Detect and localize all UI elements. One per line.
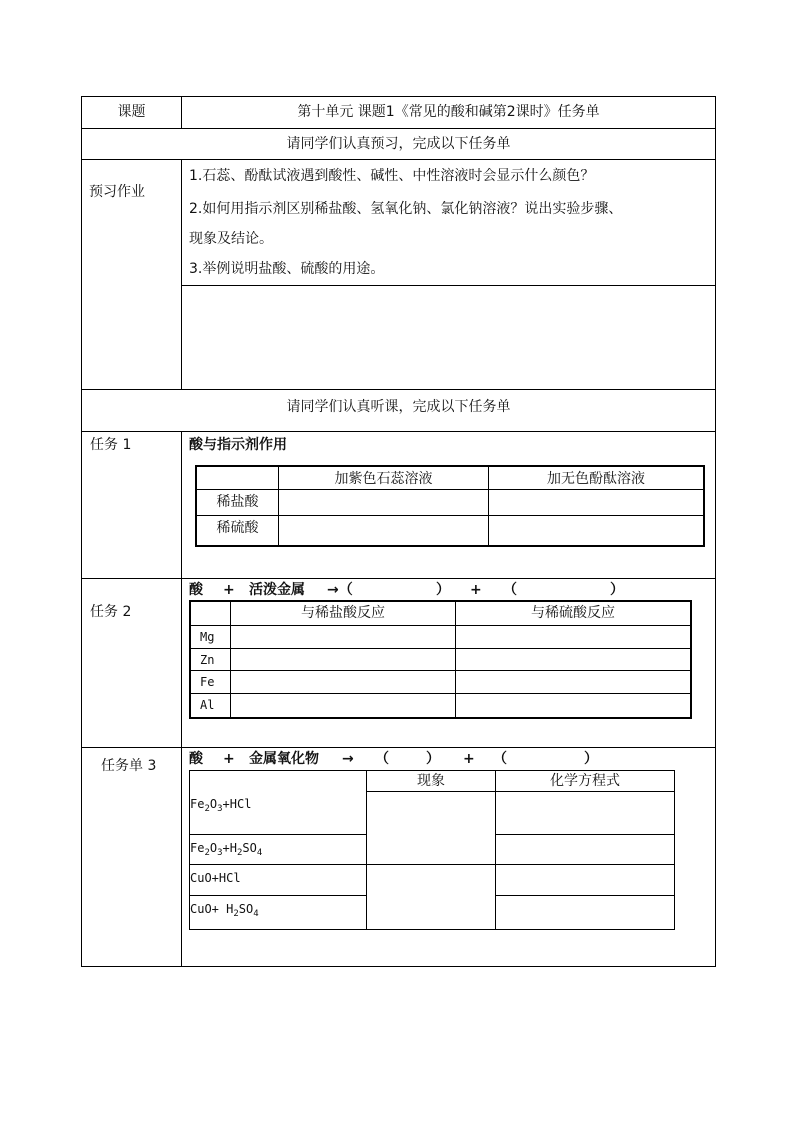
task3-title-open2: （ bbox=[493, 751, 507, 767]
formula-subscript: 4 bbox=[256, 848, 263, 858]
task2-title-acid: 酸 bbox=[189, 582, 203, 598]
formula-subscript: 4 bbox=[253, 909, 259, 919]
formula-subscript: 3 bbox=[217, 848, 223, 858]
task1-row-hcl: 稀盐酸 bbox=[216, 494, 259, 510]
formula-part: SO bbox=[242, 841, 257, 855]
task2-row-divider bbox=[191, 625, 690, 626]
task3-row-divider bbox=[189, 895, 367, 896]
task2-title-plus: + bbox=[223, 582, 235, 598]
task2-row-divider bbox=[191, 648, 690, 649]
formula-part: O bbox=[209, 841, 218, 855]
task1-border-right bbox=[703, 465, 705, 547]
row-divider bbox=[81, 578, 716, 579]
task2-border-top bbox=[189, 600, 692, 602]
row-divider bbox=[81, 389, 716, 390]
task1-border-top bbox=[195, 465, 705, 467]
preview-banner: 请同学们认真预习，完成以下任务单 bbox=[286, 136, 511, 152]
task2-border-right bbox=[690, 600, 692, 719]
table-border-left bbox=[81, 96, 82, 967]
header-label: 课题 bbox=[117, 104, 146, 120]
task3-border-bottom bbox=[189, 929, 675, 930]
task3-row-divider bbox=[189, 834, 367, 835]
col-divider bbox=[181, 431, 182, 967]
task1-row-divider bbox=[197, 489, 703, 490]
lesson-banner: 请同学们认真听课，完成以下任务单 bbox=[286, 399, 511, 415]
task3-title-acid: 酸 bbox=[189, 751, 203, 767]
task3-border-right bbox=[674, 770, 675, 930]
task2-row-zn: Zn bbox=[200, 653, 215, 667]
task3-title-plus: + bbox=[223, 751, 235, 767]
task3-row-fe2o3-hcl bbox=[190, 795, 251, 813]
task3-title-open1: （ bbox=[375, 751, 389, 767]
formula-subscript: 2 bbox=[204, 804, 210, 814]
formula-part: +H bbox=[222, 841, 237, 855]
formula-part: Fe bbox=[190, 841, 205, 855]
task3-title-plus2: + bbox=[463, 751, 475, 767]
task3-col-equation: 化学方程式 bbox=[550, 773, 620, 789]
task2-title-open2: （ bbox=[503, 582, 517, 598]
table-border-bottom bbox=[81, 966, 716, 967]
formula-part: CuO+ H bbox=[190, 902, 234, 916]
task2-border-left bbox=[189, 600, 191, 719]
preview-label: 预习作业 bbox=[89, 184, 145, 200]
task1-title: 酸与指示剂作用 bbox=[189, 437, 287, 453]
formula-subscript: 3 bbox=[217, 804, 223, 814]
task3-row-divider bbox=[495, 834, 675, 835]
preview-question-2-cont: 现象及结论。 bbox=[189, 231, 273, 247]
row-divider bbox=[81, 128, 716, 129]
table-border-top bbox=[81, 96, 716, 97]
task2-title-metal: 活泼金属 bbox=[249, 582, 305, 598]
page-title: 第十单元 课题1《常见的酸和碱第2课时》任务单 bbox=[297, 104, 600, 120]
task2-title-close2: ） bbox=[610, 582, 624, 598]
task1-border-bottom bbox=[195, 545, 705, 547]
task3-row-divider bbox=[495, 895, 675, 896]
task3-col-phenomenon: 现象 bbox=[417, 773, 445, 789]
task3-header-divider bbox=[366, 791, 675, 792]
task2-row-al: Al bbox=[200, 698, 215, 712]
formula-subscript: 2 bbox=[233, 909, 239, 919]
task2-border-bottom bbox=[189, 717, 692, 719]
task2-col-h2so4: 与稀硫酸反应 bbox=[531, 605, 615, 621]
task3-title-oxide: 金属氧化物 bbox=[249, 751, 319, 767]
row-divider bbox=[81, 431, 716, 432]
task2-title-plus2: + bbox=[470, 582, 482, 598]
formula-part: O bbox=[209, 797, 218, 811]
preview-question-2: 2.如何用指示剂区别稀盐酸、氢氧化钠、氯化钠溶液？说出实验步骤、 bbox=[189, 201, 623, 217]
formula-subscript: 2 bbox=[236, 848, 243, 858]
task1-label: 任务 1 bbox=[90, 437, 132, 453]
task1-row-h2so4: 稀硫酸 bbox=[216, 520, 259, 536]
task2-row-mg: Mg bbox=[200, 630, 215, 644]
preview-question-3: 3.举例说明盐酸、硫酸的用途。 bbox=[189, 261, 385, 277]
task3-border-top bbox=[189, 770, 675, 771]
task2-title-close1: ） bbox=[436, 582, 450, 598]
formula-part: Fe bbox=[190, 797, 205, 811]
task2-row-fe: Fe bbox=[200, 675, 215, 689]
task3-row-cuo-h2so4 bbox=[190, 900, 259, 918]
task3-label: 任务单 3 bbox=[101, 758, 157, 774]
task3-row-fe2o3-h2so4 bbox=[190, 839, 262, 857]
task3-title-close2: ） bbox=[584, 751, 598, 767]
formula-subscript: 2 bbox=[204, 848, 210, 858]
task2-col-hcl: 与稀盐酸反应 bbox=[301, 605, 385, 621]
task3-row-cuo-hcl: CuO+HCl bbox=[190, 871, 241, 885]
task1-row-divider bbox=[197, 515, 703, 516]
task2-title-arrow: →（ bbox=[327, 582, 353, 598]
task2-row-divider bbox=[191, 693, 690, 694]
row-divider bbox=[81, 747, 716, 748]
preview-answer-area[interactable] bbox=[182, 286, 715, 389]
task3-col-divider bbox=[495, 770, 496, 930]
task2-row-divider bbox=[191, 670, 690, 671]
task1-col-litmus: 加紫色石蕊溶液 bbox=[334, 471, 433, 487]
formula-part: +HCl bbox=[222, 797, 252, 811]
row-divider bbox=[81, 159, 716, 160]
table-border-right bbox=[715, 96, 716, 967]
task1-col-phenolphthalein: 加无色酚酞溶液 bbox=[547, 471, 645, 487]
task3-title-close1: ） bbox=[426, 751, 440, 767]
task2-label: 任务 2 bbox=[90, 604, 132, 620]
preview-question-1: 1.石蕊、酚酞试液遇到酸性、碱性、中性溶液时会显示什么颜色？ bbox=[189, 168, 595, 184]
task3-col-divider bbox=[366, 770, 367, 930]
task3-row-divider bbox=[189, 864, 675, 865]
task3-title-arrow: → bbox=[342, 751, 354, 767]
formula-part: SO bbox=[238, 902, 254, 916]
